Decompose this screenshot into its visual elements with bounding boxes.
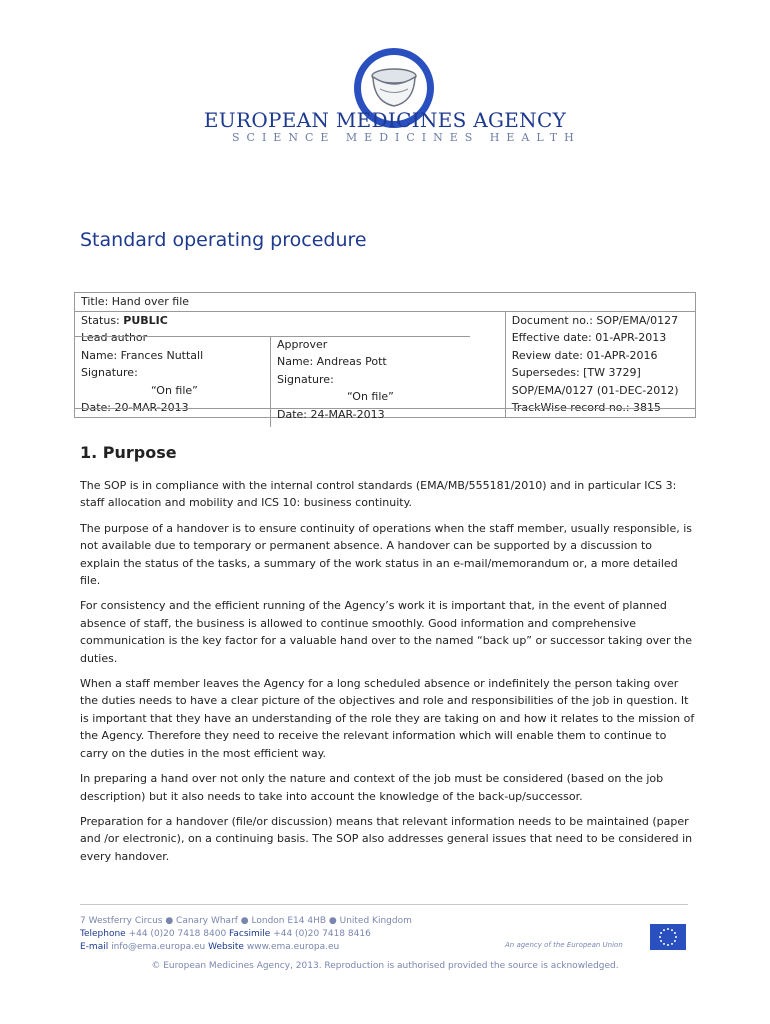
telephone-label: Telephone bbox=[80, 929, 126, 939]
eu-agency-note: An agency of the European Union bbox=[505, 941, 623, 949]
eu-star-icon bbox=[663, 929, 665, 931]
status-value: PUBLIC bbox=[123, 313, 168, 327]
approver-on-file: “On file” bbox=[347, 390, 394, 403]
eu-star-icon bbox=[660, 940, 662, 942]
document-info-cell bbox=[505, 311, 695, 417]
agency-name: EUROPEAN MEDICINES AGENCY bbox=[203, 108, 567, 132]
document-number: Document no.: SOP/EMA/0127 bbox=[511, 313, 679, 327]
divider bbox=[74, 408, 696, 409]
paragraph: The SOP is in compliance with the internal control standards (EMA/MB/555181/2010) and in particular ICS 3: staff allocation and mobility and ICS 10: business continuity. bbox=[80, 479, 677, 510]
paragraph: When a staff member leaves the Agency for a long scheduled absence or indefinitely the person taking over the duties needs to have a clear picture of the objectives and role and responsibilities of the job in question. It is important that they have an understanding of the role they are taking on and how it relates to the mission of the Agency. Therefore they need to receive the relevant information which will enable them to continue to carry on the duties in the most efficient way. bbox=[80, 677, 695, 760]
footer-address: 7 Westferry Circus ● Canary Wharf ● London E14 4HB ● United Kingdom bbox=[80, 916, 412, 926]
review-date: Review date: 01-APR-2016 bbox=[511, 348, 658, 362]
eu-star-icon bbox=[663, 943, 665, 945]
section-heading: 1. Purpose bbox=[80, 443, 177, 462]
eu-star-icon bbox=[660, 932, 662, 934]
document-title: Standard operating procedure bbox=[80, 229, 367, 251]
footer-divider bbox=[80, 904, 688, 905]
supersedes: Supersedes: [TW 3729] bbox=[511, 366, 641, 379]
approver-label: Approver bbox=[277, 337, 328, 351]
eu-flag-icon bbox=[650, 924, 686, 950]
approver-column bbox=[270, 336, 471, 427]
approver-signature-label: Signature: bbox=[277, 372, 334, 386]
approver-date: Date: 24-MAR-2013 bbox=[277, 407, 385, 421]
status-line bbox=[81, 312, 499, 330]
footer-phone-line bbox=[80, 928, 412, 941]
effective-date: Effective date: 01-APR-2013 bbox=[511, 331, 667, 344]
agency-tagline: SCIENCE MEDICINES HEALTH bbox=[232, 131, 581, 144]
status-label: Status: bbox=[81, 313, 124, 327]
eu-star-icon bbox=[675, 936, 677, 938]
eu-star-icon bbox=[671, 943, 673, 945]
eu-star-icon bbox=[671, 929, 673, 931]
website-link[interactable]: www.ema.europa.eu bbox=[243, 942, 340, 952]
divider bbox=[74, 336, 470, 337]
footer-web-line bbox=[80, 941, 412, 954]
email-label: E-mail bbox=[80, 942, 109, 952]
approver-name: Name: Andreas Pott bbox=[277, 355, 387, 368]
title-cell bbox=[75, 293, 696, 312]
author-name: Name: Frances Nuttall bbox=[81, 348, 204, 362]
facsimile-label: Facsimile bbox=[229, 929, 271, 939]
paragraph: In preparing a hand over not only the nature and context of the job must be considered (based on the job description) but it also needs to take into account the knowledge of the back-up/successor. bbox=[80, 772, 664, 803]
section-body bbox=[80, 477, 695, 873]
paragraph: The purpose of a handover is to ensure continuity of operations when the staff member, usually responsible, is not available due to temporary or permanent absence. A handover can be supported by a discussion to explain the status of the tasks, a summary of the work status in an e-mail/memorandum or, a more detailed file. bbox=[80, 521, 693, 588]
trackwise-record: TrackWise record no.: 3815 bbox=[511, 401, 662, 414]
email-link[interactable]: info@ema.europa.eu bbox=[108, 942, 209, 952]
lead-author-label: Lead author bbox=[81, 331, 148, 344]
supersedes-reference: SOP/EMA/0127 (01-DEC-2012) bbox=[511, 383, 679, 397]
table-row bbox=[75, 293, 696, 312]
author-date: Date: 20-MAR-2013 bbox=[81, 401, 189, 414]
paragraph: Preparation for a handover (file/or discussion) means that relevant information needs to be maintained (paper and /or electronic), on a continuing basis. The SOP also addresses general issues that need to be considered in every handover. bbox=[80, 814, 693, 863]
eu-star-icon bbox=[659, 936, 661, 938]
author-on-file: “On file” bbox=[151, 383, 198, 397]
website-label: Website bbox=[208, 942, 244, 952]
telephone-number: +44 (0)20 7418 8400 bbox=[125, 929, 230, 939]
eu-star-icon bbox=[674, 932, 676, 934]
footer-contact bbox=[80, 915, 412, 954]
paragraph: For consistency and the efficient running of the Agency’s work it is important that, in the event of planned absence of staff, the business is allowed to continue smoothly. Good information and comprehensive communication is the key factor for a valuable hand over to the named “back up” or successor taking over the duties. bbox=[80, 599, 693, 665]
author-signature-label: Signature: bbox=[81, 366, 138, 379]
eu-star-icon bbox=[667, 928, 669, 930]
copyright-notice: © European Medicines Agency, 2013. Reproduction is authorised provided the source is acknowledged. bbox=[151, 961, 619, 971]
facsimile-number: +44 (0)20 7418 8416 bbox=[270, 929, 371, 939]
title-text: Title: Hand over file bbox=[81, 295, 190, 308]
eu-star-icon bbox=[674, 940, 676, 942]
eu-star-icon bbox=[667, 944, 669, 946]
